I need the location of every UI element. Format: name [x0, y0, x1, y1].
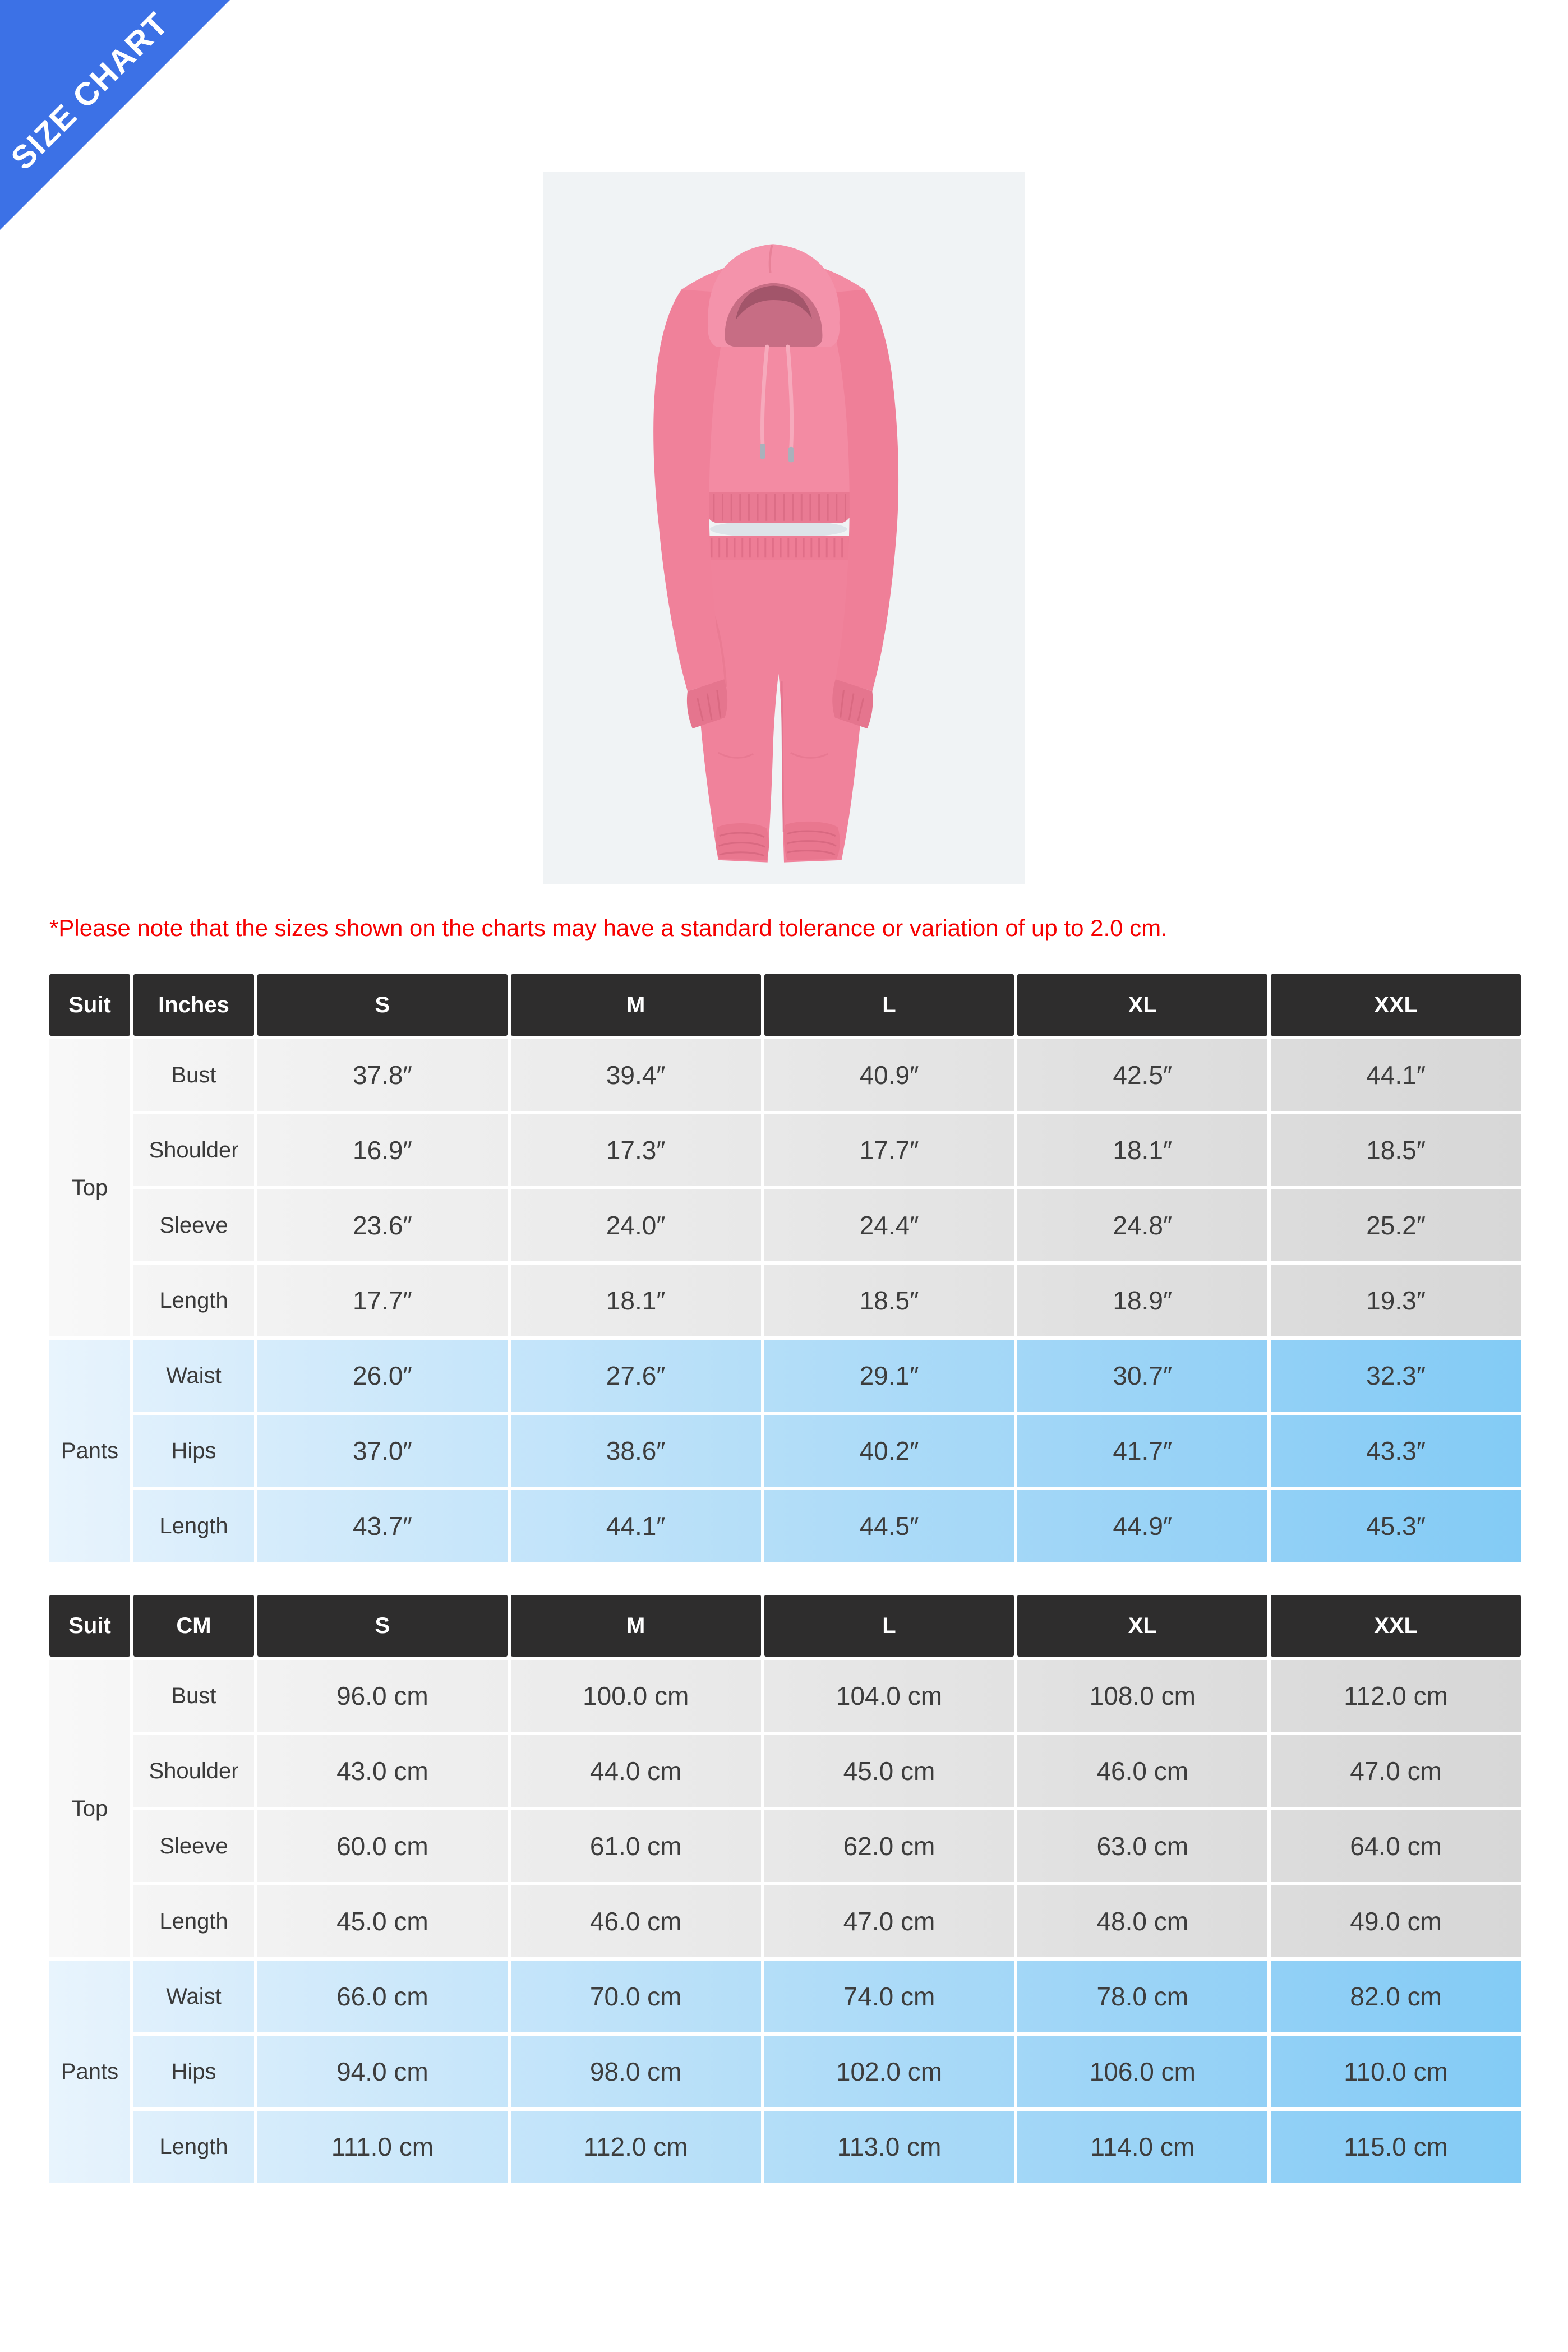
header-size-xxl: XXL — [1271, 1595, 1521, 1657]
measure-label: Shoulder — [133, 1735, 254, 1807]
measure-label: Length — [133, 2111, 254, 2183]
size-value: 44.1″ — [511, 1490, 761, 1562]
header-unit: Inches — [133, 974, 254, 1036]
size-value: 24.0″ — [511, 1189, 761, 1261]
size-value: 47.0 cm — [1271, 1735, 1521, 1807]
size-table-inches — [49, 974, 1521, 1562]
size-value: 62.0 cm — [764, 1810, 1014, 1882]
size-value: 37.8″ — [257, 1039, 508, 1111]
size-value: 64.0 cm — [1271, 1810, 1521, 1882]
size-value: 100.0 cm — [511, 1660, 761, 1732]
size-value: 46.0 cm — [511, 1885, 761, 1957]
size-value: 108.0 cm — [1017, 1660, 1267, 1732]
size-value: 40.9″ — [764, 1039, 1014, 1111]
size-value: 115.0 cm — [1271, 2111, 1521, 2183]
size-value: 26.0″ — [257, 1340, 508, 1412]
row-group-label-top: Top — [49, 1660, 130, 1957]
size-value: 38.6″ — [511, 1415, 761, 1487]
size-table-grid — [49, 1595, 1521, 2183]
size-value: 39.4″ — [511, 1039, 761, 1111]
measure-label: Waist — [133, 1340, 254, 1412]
size-value: 29.1″ — [764, 1340, 1014, 1412]
row-group-label-pants: Pants — [49, 1961, 130, 2183]
measure-label: Length — [133, 1265, 254, 1336]
size-value: 78.0 cm — [1017, 1961, 1267, 2032]
size-value: 111.0 cm — [257, 2111, 508, 2183]
size-value: 17.7″ — [257, 1265, 508, 1336]
header-suit: Suit — [49, 1595, 130, 1657]
measure-label: Length — [133, 1490, 254, 1562]
size-value: 60.0 cm — [257, 1810, 508, 1882]
size-value: 63.0 cm — [1017, 1810, 1267, 1882]
header-unit: CM — [133, 1595, 254, 1657]
size-value: 66.0 cm — [257, 1961, 508, 2032]
header-size-m: M — [511, 1595, 761, 1657]
size-value: 106.0 cm — [1017, 2036, 1267, 2107]
tolerance-note: *Please note that the sizes shown on the charts may have a standard tolerance or variation of up to 2.0 cm. — [49, 915, 1168, 941]
header-size-s: S — [257, 1595, 508, 1657]
size-value: 40.2″ — [764, 1415, 1014, 1487]
size-value: 27.6″ — [511, 1340, 761, 1412]
size-value: 104.0 cm — [764, 1660, 1014, 1732]
header-size-xl: XL — [1017, 974, 1267, 1036]
header-size-l: L — [764, 974, 1014, 1036]
size-value: 102.0 cm — [764, 2036, 1014, 2107]
header-size-xxl: XXL — [1271, 974, 1521, 1036]
measure-label: Length — [133, 1885, 254, 1957]
header-size-xl: XL — [1017, 1595, 1267, 1657]
size-value: 48.0 cm — [1017, 1885, 1267, 1957]
size-value: 18.5″ — [764, 1265, 1014, 1336]
size-value: 19.3″ — [1271, 1265, 1521, 1336]
size-value: 45.3″ — [1271, 1490, 1521, 1562]
size-value: 70.0 cm — [511, 1961, 761, 2032]
size-value: 16.9″ — [257, 1114, 508, 1186]
size-value: 96.0 cm — [257, 1660, 508, 1732]
size-value: 45.0 cm — [764, 1735, 1014, 1807]
size-value: 98.0 cm — [511, 2036, 761, 2107]
size-value: 47.0 cm — [764, 1885, 1014, 1957]
size-value: 44.0 cm — [511, 1735, 761, 1807]
size-value: 82.0 cm — [1271, 1961, 1521, 2032]
size-value: 17.3″ — [511, 1114, 761, 1186]
size-value: 45.0 cm — [257, 1885, 508, 1957]
size-value: 44.1″ — [1271, 1039, 1521, 1111]
size-value: 32.3″ — [1271, 1340, 1521, 1412]
size-value: 17.7″ — [764, 1114, 1014, 1186]
header-size-m: M — [511, 974, 761, 1036]
size-value: 61.0 cm — [511, 1810, 761, 1882]
header-size-l: L — [764, 1595, 1014, 1657]
row-group-label-top: Top — [49, 1039, 130, 1336]
header-size-s: S — [257, 974, 508, 1036]
size-value: 42.5″ — [1017, 1039, 1267, 1111]
size-value: 24.4″ — [764, 1189, 1014, 1261]
size-value: 18.1″ — [1017, 1114, 1267, 1186]
size-value: 41.7″ — [1017, 1415, 1267, 1487]
size-value: 30.7″ — [1017, 1340, 1267, 1412]
size-value: 110.0 cm — [1271, 2036, 1521, 2107]
size-value: 23.6″ — [257, 1189, 508, 1261]
size-table-grid — [49, 974, 1521, 1562]
measure-label: Sleeve — [133, 1189, 254, 1261]
product-photo — [543, 164, 1025, 892]
size-value: 74.0 cm — [764, 1961, 1014, 2032]
measure-label: Bust — [133, 1039, 254, 1111]
size-value: 43.3″ — [1271, 1415, 1521, 1487]
measure-label: Hips — [133, 2036, 254, 2107]
size-value: 94.0 cm — [257, 2036, 508, 2107]
size-value: 44.5″ — [764, 1490, 1014, 1562]
measure-label: Sleeve — [133, 1810, 254, 1882]
measure-label: Hips — [133, 1415, 254, 1487]
size-value: 112.0 cm — [1271, 1660, 1521, 1732]
size-value: 37.0″ — [257, 1415, 508, 1487]
size-value: 43.0 cm — [257, 1735, 508, 1807]
size-value: 18.1″ — [511, 1265, 761, 1336]
size-chart-banner-label: SIZE CHART — [3, 4, 176, 177]
size-value: 18.5″ — [1271, 1114, 1521, 1186]
measure-label: Bust — [133, 1660, 254, 1732]
size-value: 112.0 cm — [511, 2111, 761, 2183]
size-value: 113.0 cm — [764, 2111, 1014, 2183]
measure-label: Waist — [133, 1961, 254, 2032]
size-value: 24.8″ — [1017, 1189, 1267, 1261]
size-value: 46.0 cm — [1017, 1735, 1267, 1807]
measure-label: Shoulder — [133, 1114, 254, 1186]
row-group-label-pants: Pants — [49, 1340, 130, 1562]
size-value: 25.2″ — [1271, 1189, 1521, 1261]
size-value: 114.0 cm — [1017, 2111, 1267, 2183]
size-value: 43.7″ — [257, 1490, 508, 1562]
header-suit: Suit — [49, 974, 130, 1036]
size-value: 18.9″ — [1017, 1265, 1267, 1336]
size-table-cm — [49, 1595, 1521, 2183]
size-value: 44.9″ — [1017, 1490, 1267, 1562]
size-value: 49.0 cm — [1271, 1885, 1521, 1957]
